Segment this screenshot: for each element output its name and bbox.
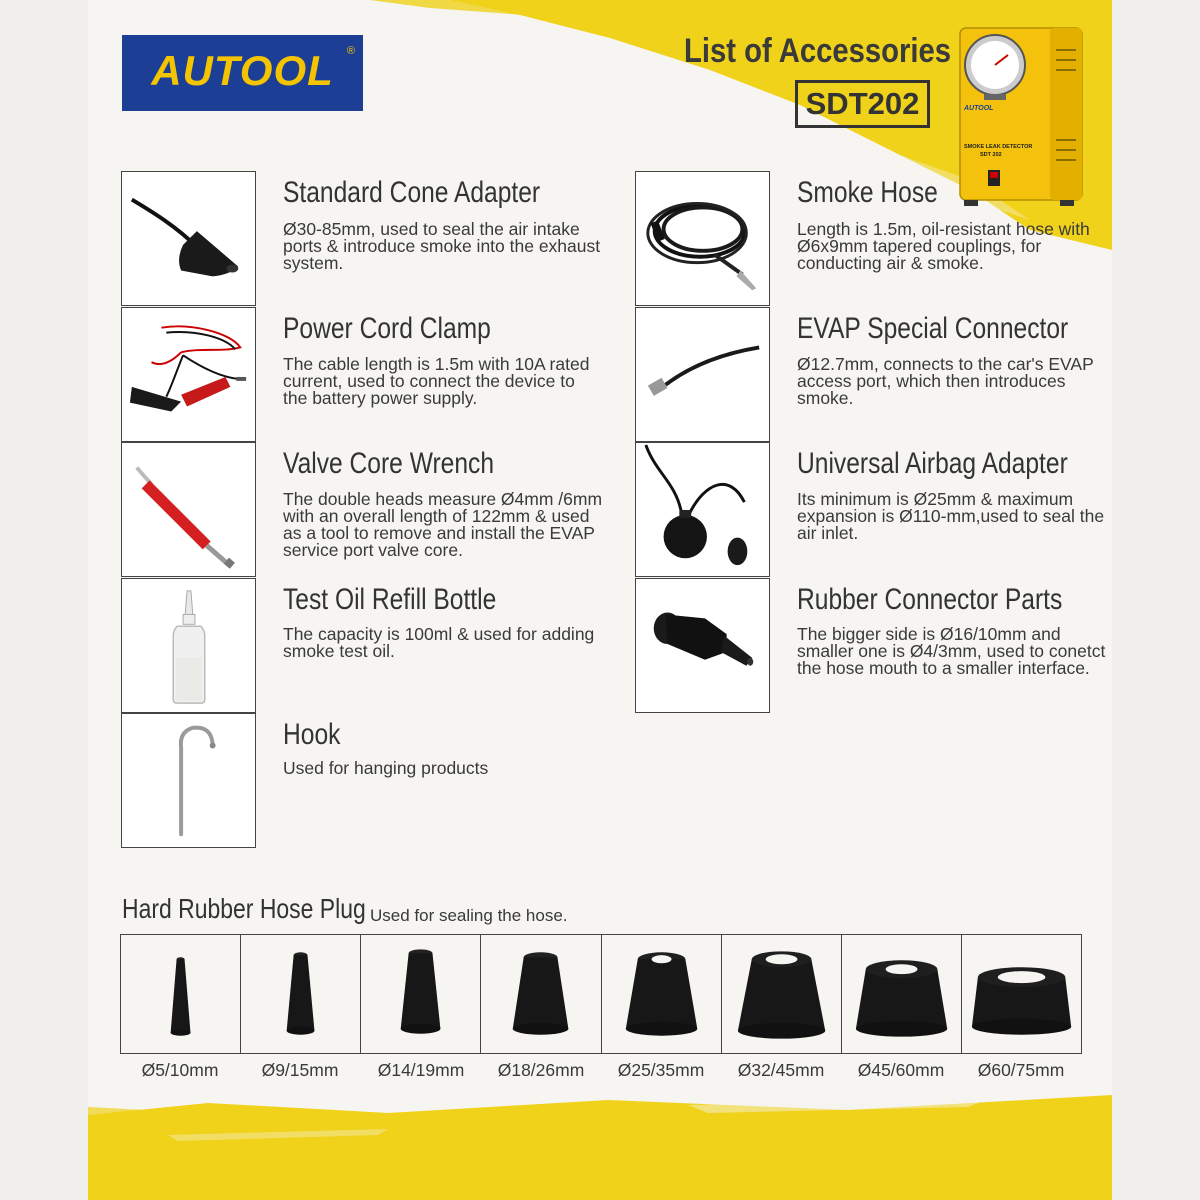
hook-icon: [122, 714, 255, 847]
thumb-smoke-hose: [635, 171, 770, 306]
plug-cell: [121, 935, 241, 1053]
plug-size-label: Ø9/15mm: [261, 1060, 339, 1080]
item-title-evap-connector: EVAP Special Connector: [797, 312, 1069, 345]
plug-size-label: Ø32/45mm: [737, 1060, 825, 1080]
plug-cell: [481, 935, 601, 1053]
item-desc-oil-bottle: The capacity is 100ml & used for adding smoke test oil.: [283, 624, 595, 661]
plug-row: [120, 934, 1082, 1054]
thumb-evap-connector: [635, 307, 770, 442]
autool-logo: [122, 35, 363, 111]
rubber-plug-icon: [361, 935, 480, 1053]
model-badge: SDT202: [795, 80, 930, 128]
oil-bottle-icon: [122, 579, 255, 712]
rubber-plug-icon: [602, 935, 721, 1053]
item-desc-rubber-connector: The bigger side is Ø16/10mm and smaller one is Ø4/3mm, used to conetct the hose mouth to a smaller interface.: [797, 624, 1106, 678]
airbag-adapter-icon: [636, 443, 769, 576]
cone-adapter-icon: [122, 172, 255, 305]
plug-cell: [962, 935, 1081, 1053]
thumb-airbag-adapter: [635, 442, 770, 577]
logo-text: AUTOOL: [151, 47, 334, 94]
evap-connector-icon: [636, 308, 769, 441]
item-desc-valve-wrench: The double heads measure Ø4mm /6mm with an overall length of 122mm & used as a tool to remove and install the EVAP service port valve core.: [283, 489, 603, 560]
plug-cell: [602, 935, 722, 1053]
plug-section-title: Hard Rubber Hose Plug: [122, 893, 366, 924]
valve-wrench-icon: [122, 443, 255, 576]
plug-size-label: Ø18/26mm: [497, 1060, 585, 1080]
plug-size-label: Ø14/19mm: [377, 1060, 465, 1080]
smoke-hose-icon: [636, 172, 769, 305]
rubber-plug-icon: [722, 935, 841, 1053]
plug-size-label: Ø5/10mm: [141, 1060, 219, 1080]
item-desc-power-clamp: The cable length is 1.5m with 10A rated current, used to connect the device to the battery power supply.: [283, 354, 590, 408]
plug-cell: [241, 935, 361, 1053]
item-desc-airbag-adapter: Its minimum is Ø25mm & maximum expansion is Ø110-mm,used to seal the air inlet.: [797, 489, 1105, 543]
item-title-power-clamp: Power Cord Clamp: [283, 312, 491, 345]
item-title-valve-wrench: Valve Core Wrench: [283, 447, 495, 480]
registered-mark: ®: [346, 45, 355, 57]
rubber-connector-icon: [636, 579, 769, 712]
plug-size-label: Ø60/75mm: [977, 1060, 1065, 1080]
power-clamp-icon: [122, 308, 255, 441]
page-title: List of Accessories: [684, 32, 952, 70]
plug-cell: [722, 935, 842, 1053]
item-desc-evap-connector: Ø12.7mm, connects to the car's EVAP access port, which then introduces smoke.: [797, 354, 1094, 408]
item-desc-hook: Used for hanging products: [283, 758, 489, 778]
rubber-plug-icon: [241, 935, 360, 1053]
rubber-plug-icon: [121, 935, 240, 1053]
plug-section-subtitle: Used for sealing the hose.: [370, 906, 568, 925]
item-title-smoke-hose: Smoke Hose: [797, 176, 938, 209]
smoke-detector-device-icon: [950, 20, 1090, 210]
rubber-plug-icon: [481, 935, 600, 1053]
device-label-line1: SMOKE LEAK DETECTOR: [964, 144, 1033, 150]
plug-cell: [361, 935, 481, 1053]
yellow-brush-bottom: [88, 1095, 1112, 1200]
item-desc-smoke-hose: Length is 1.5m, oil-resistant hose with Ø6x9mm tapered couplings, for conducting air & smoke.: [797, 219, 1090, 273]
item-title-airbag-adapter: Universal Airbag Adapter: [797, 447, 1068, 480]
thumb-oil-bottle: [121, 578, 256, 713]
device-label-line2: SDT 202: [980, 152, 1002, 158]
thumb-hook: [121, 713, 256, 848]
item-desc-cone-adapter: Ø30-85mm, used to seal the air intake ports & introduce smoke into the exhaust system.: [283, 219, 601, 273]
plug-size-label: Ø25/35mm: [617, 1060, 705, 1080]
thumb-valve-wrench: [121, 442, 256, 577]
item-title-rubber-connector: Rubber Connector Parts: [797, 583, 1063, 616]
thumb-power-clamp: [121, 307, 256, 442]
device-brand: AUTOOL: [964, 105, 994, 112]
plug-cell: [842, 935, 962, 1053]
thumb-rubber-connector: [635, 578, 770, 713]
thumb-cone-adapter: [121, 171, 256, 306]
item-title-hook: Hook: [283, 718, 341, 751]
rubber-plug-icon: [842, 935, 961, 1053]
item-title-cone-adapter: Standard Cone Adapter: [283, 176, 541, 209]
item-title-oil-bottle: Test Oil Refill Bottle: [283, 583, 497, 616]
plug-size-label: Ø45/60mm: [857, 1060, 945, 1080]
rubber-plug-icon: [962, 935, 1081, 1053]
